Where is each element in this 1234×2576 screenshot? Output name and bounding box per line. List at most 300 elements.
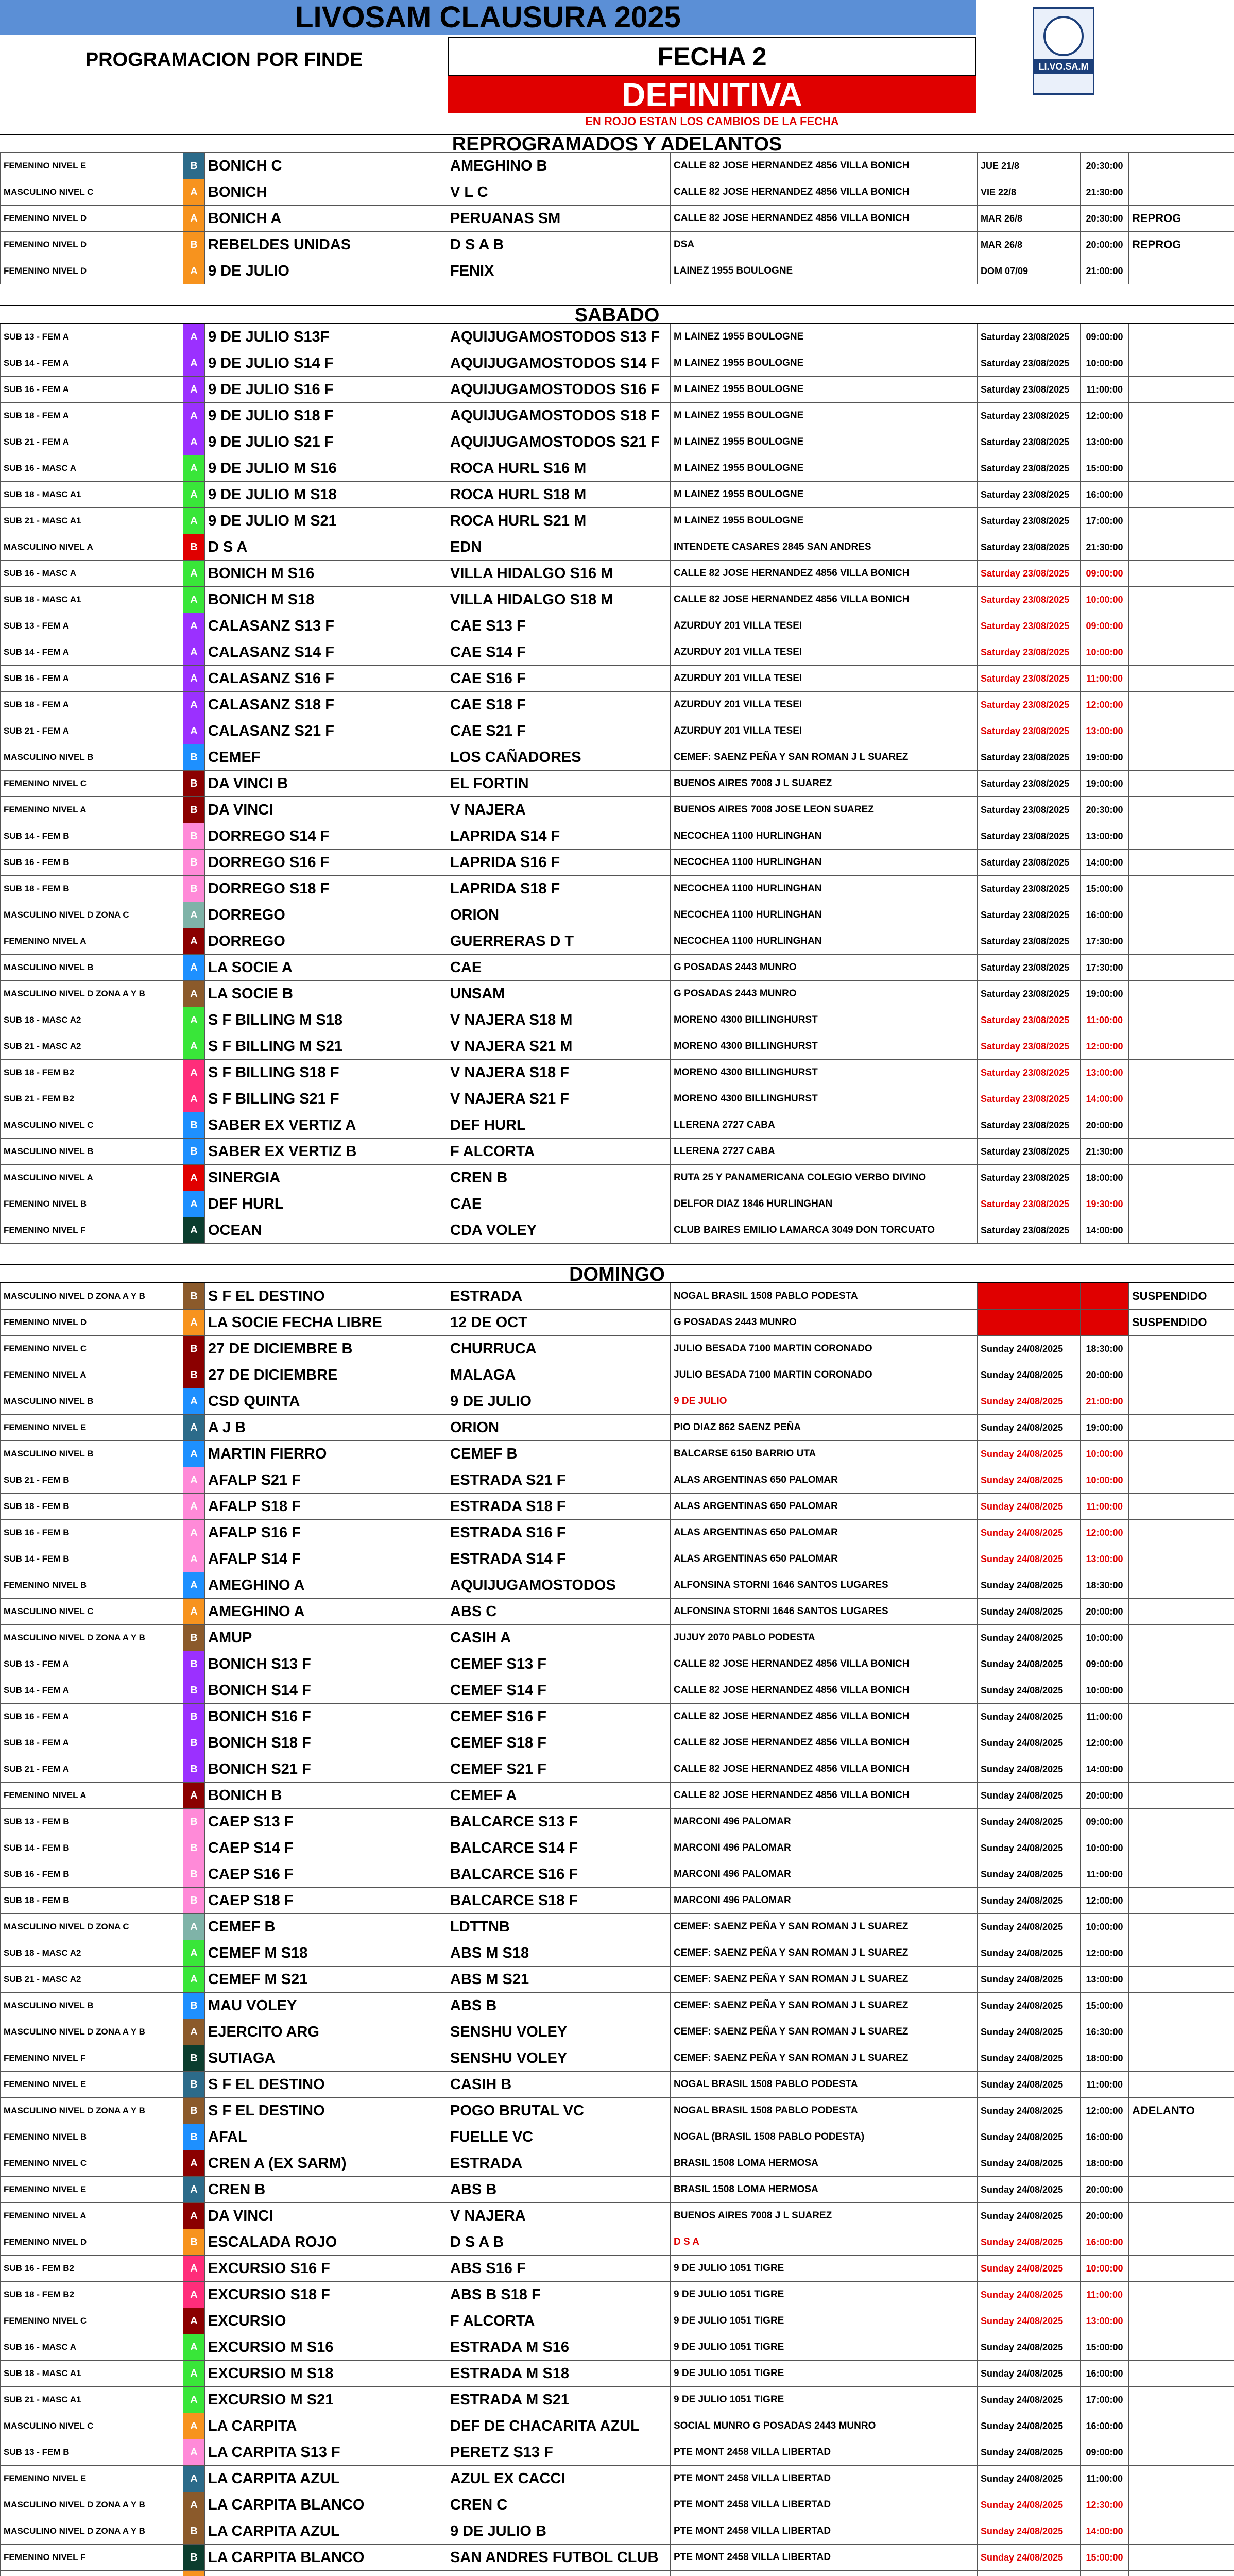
venue-cell: [671, 2571, 978, 2576]
level-badge: B: [183, 1730, 205, 1756]
level-badge: A: [183, 1967, 205, 1993]
away-team-cell: VILLA HIDALGO S16 M: [447, 561, 671, 587]
venue-cell: MORENO 4300 BILLINGHURST: [671, 1086, 978, 1112]
date-cell: Saturday 23/08/2025: [978, 403, 1081, 429]
time-cell: 18:30:00: [1081, 1336, 1129, 1362]
level-badge: A: [183, 1165, 205, 1191]
home-team-cell: S F BILLING M S21: [205, 1033, 447, 1060]
category-cell: SUB 18 - MASC A2: [1, 1940, 183, 1967]
date-cell: Sunday 24/08/2025: [978, 1940, 1081, 1967]
level-badge: A: [183, 1086, 205, 1112]
observation-cell: [1129, 1704, 1234, 1730]
level-badge: A: [183, 2413, 205, 2439]
level-badge: A: [183, 206, 205, 232]
venue-cell: D S A: [671, 2229, 978, 2256]
table-row: [1, 2177, 1234, 2203]
venue-cell: LLERENA 2727 CABA: [671, 1112, 978, 1139]
category-cell: SUB 21 - MASC A1: [1, 508, 183, 534]
date-cell: Sunday 24/08/2025: [978, 2466, 1081, 2492]
away-team-cell: CAE S18 F: [447, 692, 671, 718]
table-row: [1, 1165, 1234, 1191]
observation-cell: [1129, 639, 1234, 666]
table-row: [1, 2413, 1234, 2439]
level-badge: A: [183, 2282, 205, 2308]
time-cell: 21:30:00: [1081, 1139, 1129, 1165]
away-team-cell: ESTRADA S16 F: [447, 1520, 671, 1546]
home-team-cell: S F BILLING S18 F: [205, 1060, 447, 1086]
home-team-cell: DEF HURL: [205, 1191, 447, 1217]
table-row: [1, 2150, 1234, 2177]
observation-cell: [1129, 2545, 1234, 2571]
away-team-cell: EL FORTIN: [447, 771, 671, 797]
date-cell: Sunday 24/08/2025: [978, 2439, 1081, 2466]
table-row: [1, 2492, 1234, 2518]
away-team-cell: ABS B S18 F: [447, 2282, 671, 2308]
date-cell: Saturday 23/08/2025: [978, 771, 1081, 797]
date-cell: Sunday 24/08/2025: [978, 1388, 1081, 1415]
level-badge: A: [183, 1914, 205, 1940]
category-cell: FEMENINO NIVEL D: [1, 206, 183, 232]
away-team-cell: ORION: [447, 1415, 671, 1441]
category-cell: FEMENINO NIVEL E: [1, 1415, 183, 1441]
table-row: [1, 1599, 1234, 1625]
table-row: [1, 2466, 1234, 2492]
away-team-cell: CAE S14 F: [447, 639, 671, 666]
venue-cell: BRASIL 1508 LOMA HERMOSA: [671, 2150, 978, 2177]
time-cell: 10:00:00: [1081, 2256, 1129, 2282]
category-cell: MASCULINO NIVEL B: [1, 1441, 183, 1467]
home-team-cell: CAEP S18 F: [205, 1888, 447, 1914]
home-team-cell: CAEP S13 F: [205, 1809, 447, 1835]
home-team-cell: S F EL DESTINO: [205, 2072, 447, 2098]
date-cell: [978, 1310, 1081, 1336]
category-cell: SUB 16 - FEM B: [1, 1861, 183, 1888]
section-title: SABADO: [0, 305, 1234, 324]
venue-cell: LLERENA 2727 CABA: [671, 1139, 978, 1165]
venue-cell: MARCONI 496 PALOMAR: [671, 1809, 978, 1835]
observation-cell: [1129, 1677, 1234, 1704]
date-cell: Sunday 24/08/2025: [978, 2282, 1081, 2308]
date-cell: Sunday 24/08/2025: [978, 1336, 1081, 1362]
observation-cell: [1129, 1415, 1234, 1441]
away-team-cell: FENIX: [447, 258, 671, 284]
category-cell: FEMENINO NIVEL D: [1, 2229, 183, 2256]
home-team-cell: AFALP S21 F: [205, 1467, 447, 1494]
venue-cell: CEMEF: SAENZ PEÑA Y SAN ROMAN J L SUAREZ: [671, 1914, 978, 1940]
level-badge: A: [183, 377, 205, 403]
level-badge: A: [183, 613, 205, 639]
category-cell: SUB 14 - FEM A: [1, 350, 183, 377]
date-cell: Saturday 23/08/2025: [978, 823, 1081, 850]
category-cell: MASCULINO NIVEL D ZONA C: [1, 902, 183, 928]
table-row: [1, 2518, 1234, 2545]
home-team-cell: LA CARPITA AZUL: [205, 2466, 447, 2492]
away-team-cell: PERETZ S13 F: [447, 2439, 671, 2466]
table-row: [1, 1651, 1234, 1677]
level-badge: A: [183, 639, 205, 666]
observation-cell: [1129, 561, 1234, 587]
date-cell: Saturday 23/08/2025: [978, 1165, 1081, 1191]
date-cell: Saturday 23/08/2025: [978, 1060, 1081, 1086]
time-cell: 15:00:00: [1081, 1993, 1129, 2019]
date-cell: Sunday 24/08/2025: [978, 1809, 1081, 1835]
home-team-cell: CAEP S14 F: [205, 1835, 447, 1861]
home-team-cell: CREN B: [205, 2177, 447, 2203]
home-team-cell: BONICH S14 F: [205, 1677, 447, 1704]
away-team-cell: CDA VOLEY: [447, 1217, 671, 1244]
date-cell: Saturday 23/08/2025: [978, 744, 1081, 771]
time-cell: 15:00:00: [1081, 2545, 1129, 2571]
time-cell: 13:00:00: [1081, 1967, 1129, 1993]
time-cell: 12:00:00: [1081, 1940, 1129, 1967]
table-row: [1, 153, 1234, 179]
level-badge: B: [183, 823, 205, 850]
table-row: [1, 1217, 1234, 1244]
home-team-cell: OCEAN: [205, 1217, 447, 1244]
home-team-cell: S F BILLING S21 F: [205, 1086, 447, 1112]
time-cell: 12:00:00: [1081, 2098, 1129, 2124]
time-cell: 10:00:00: [1081, 1625, 1129, 1651]
date-cell: Sunday 24/08/2025: [978, 2098, 1081, 2124]
level-badge: B: [183, 1625, 205, 1651]
date-cell: JUE 21/8: [978, 153, 1081, 179]
category-cell: FEMENINO NIVEL E: [1, 2177, 183, 2203]
home-team-cell: 9 DE JULIO S21 F: [205, 429, 447, 455]
away-team-cell: LAPRIDA S18 F: [447, 876, 671, 902]
home-team-cell: SINERGIA: [205, 1165, 447, 1191]
venue-cell: PIO DIAZ 862 SAENZ PEÑA: [671, 1415, 978, 1441]
away-team-cell: AQUIJUGAMOSTODOS S13 F: [447, 324, 671, 350]
time-cell: 20:00:00: [1081, 1783, 1129, 1809]
category-cell: FEMENINO NIVEL A: [1, 1783, 183, 1809]
table-row: [1, 508, 1234, 534]
date-cell: Saturday 23/08/2025: [978, 1007, 1081, 1033]
venue-cell: MARCONI 496 PALOMAR: [671, 1888, 978, 1914]
away-team-cell: V L C: [447, 179, 671, 206]
date-cell: Saturday 23/08/2025: [978, 666, 1081, 692]
observation-cell: [1129, 1441, 1234, 1467]
table-row: [1, 1677, 1234, 1704]
time-cell: 20:00:00: [1081, 2177, 1129, 2203]
home-team-cell: LA SOCIE A: [205, 955, 447, 981]
venue-cell: PTE MONT 2458 VILLA LIBERTAD: [671, 2518, 978, 2545]
venue-cell: CEMEF: SAENZ PEÑA Y SAN ROMAN J L SUAREZ: [671, 744, 978, 771]
level-badge: A: [183, 1060, 205, 1086]
table-row: [1, 1861, 1234, 1888]
home-team-cell: LA CARPITA: [205, 2413, 447, 2439]
level-badge: B: [183, 1283, 205, 1310]
venue-cell: 9 DE JULIO 1051 TIGRE: [671, 2334, 978, 2361]
observation-cell: [1129, 587, 1234, 613]
date-cell: Sunday 24/08/2025: [978, 1651, 1081, 1677]
category-cell: FEMENINO NIVEL A: [1, 1362, 183, 1388]
away-team-cell: PERUANAS SM: [447, 206, 671, 232]
table-row: [1, 1283, 1234, 1310]
table-row: [1, 1809, 1234, 1835]
table-row: [1, 2045, 1234, 2072]
home-team-cell: EXCURSIO: [205, 2308, 447, 2334]
time-cell: 10:00:00: [1081, 1677, 1129, 1704]
category-cell: SUB 21 - MASC A2: [1, 1033, 183, 1060]
venue-cell: SOCIAL MUNRO G POSADAS 2443 MUNRO: [671, 2413, 978, 2439]
venue-cell: CALLE 82 JOSE HERNANDEZ 4856 VILLA BONICH: [671, 1704, 978, 1730]
table-row: [1, 771, 1234, 797]
observation-cell: [1129, 1625, 1234, 1651]
date-cell: Saturday 23/08/2025: [978, 955, 1081, 981]
time-cell: 20:00:00: [1081, 232, 1129, 258]
venue-cell: CALLE 82 JOSE HERNANDEZ 4856 VILLA BONICH: [671, 1730, 978, 1756]
time-cell: 18:00:00: [1081, 2045, 1129, 2072]
time-cell: 16:00:00: [1081, 2229, 1129, 2256]
venue-cell: MARCONI 496 PALOMAR: [671, 1835, 978, 1861]
table-row: [1, 2308, 1234, 2334]
level-badge: A: [183, 561, 205, 587]
away-team-cell: FUELLE VC: [447, 2124, 671, 2150]
schedule-table: [0, 152, 1234, 284]
time-cell: 10:00:00: [1081, 1467, 1129, 1494]
category-cell: MASCULINO NIVEL D ZONA A Y B: [1, 2098, 183, 2124]
away-team-cell: CAE S13 F: [447, 613, 671, 639]
time-cell: 13:00:00: [1081, 2308, 1129, 2334]
observation-cell: [1129, 1494, 1234, 1520]
level-badge: A: [183, 179, 205, 206]
table-row: [1, 1310, 1234, 1336]
venue-cell: M LAINEZ 1955 BOULOGNE: [671, 482, 978, 508]
venue-cell: G POSADAS 2443 MUNRO: [671, 1310, 978, 1336]
table-row: [1, 876, 1234, 902]
home-team-cell: CAEP S16 F: [205, 1861, 447, 1888]
date-cell: Sunday 24/08/2025: [978, 1599, 1081, 1625]
time-cell: 20:30:00: [1081, 206, 1129, 232]
time-cell: 16:00:00: [1081, 482, 1129, 508]
away-team-cell: MALAGA: [447, 1362, 671, 1388]
venue-cell: CLUB BAIRES EMILIO LAMARCA 3049 DON TORCUATO: [671, 1217, 978, 1244]
home-team-cell: DORREGO S14 F: [205, 823, 447, 850]
venue-cell: M LAINEZ 1955 BOULOGNE: [671, 350, 978, 377]
table-row: [1, 718, 1234, 744]
table-row: [1, 2256, 1234, 2282]
time-cell: 14:00:00: [1081, 1217, 1129, 1244]
table-row: [1, 1033, 1234, 1060]
observation-cell: [1129, 2308, 1234, 2334]
date-cell: Sunday 24/08/2025: [978, 2518, 1081, 2545]
section-title: DOMINGO: [0, 1264, 1234, 1283]
venue-cell: JULIO BESADA 7100 MARTIN CORONADO: [671, 1362, 978, 1388]
time-cell: 11:00:00: [1081, 2466, 1129, 2492]
observation-cell: [1129, 482, 1234, 508]
level-badge: A: [183, 2308, 205, 2334]
table-row: [1, 561, 1234, 587]
level-badge: A: [183, 2177, 205, 2203]
table-row: [1, 2334, 1234, 2361]
away-team-cell: AQUIJUGAMOSTODOS: [447, 1572, 671, 1599]
level-badge: B: [183, 534, 205, 561]
venue-cell: NECOCHEA 1100 HURLINGHAN: [671, 928, 978, 955]
level-badge: B: [183, 876, 205, 902]
table-row: [1, 1060, 1234, 1086]
category-cell: MASCULINO NIVEL D ZONA A Y B: [1, 2518, 183, 2545]
venue-cell: NECOCHEA 1100 HURLINGHAN: [671, 876, 978, 902]
observation-cell: [1129, 613, 1234, 639]
table-row: [1, 1914, 1234, 1940]
table-row: [1, 2072, 1234, 2098]
level-badge: A: [183, 2492, 205, 2518]
away-team-cell: BALCARCE S16 F: [447, 1861, 671, 1888]
category-cell: SUB 18 - FEM A: [1, 692, 183, 718]
time-cell: 12:30:00: [1081, 2492, 1129, 2518]
table-row: [1, 232, 1234, 258]
time-cell: 12:00:00: [1081, 1888, 1129, 1914]
date-cell: Sunday 24/08/2025: [978, 2387, 1081, 2413]
category-cell: FEMENINO NIVEL C: [1, 771, 183, 797]
home-team-cell: LA SOCIE FECHA LIBRE: [205, 1310, 447, 1336]
category-cell: FEMENINO NIVEL C: [1, 1336, 183, 1362]
level-badge: B: [183, 1362, 205, 1388]
observation-cell: [1129, 1783, 1234, 1809]
level-badge: A: [183, 429, 205, 455]
table-row: [1, 613, 1234, 639]
observation-cell: SUSPENDIDO: [1129, 1310, 1234, 1336]
observation-cell: [1129, 2387, 1234, 2413]
venue-cell: 9 DE JULIO 1051 TIGRE: [671, 2387, 978, 2413]
observation-cell: [1129, 1756, 1234, 1783]
table-row: [1, 666, 1234, 692]
category-cell: MASCULINO NIVEL A: [1, 1165, 183, 1191]
away-team-cell: ABS S16 F: [447, 2256, 671, 2282]
time-cell: 19:00:00: [1081, 744, 1129, 771]
time-cell: 14:00:00: [1081, 2518, 1129, 2545]
observation-cell: [1129, 744, 1234, 771]
away-team-cell: ESTRADA S18 F: [447, 1494, 671, 1520]
observation-cell: [1129, 258, 1234, 284]
venue-cell: BALCARSE 6150 BARRIO UTA: [671, 1441, 978, 1467]
category-cell: SUB 18 - MASC A2: [1, 1007, 183, 1033]
venue-cell: LAINEZ 1955 BOULOGNE: [671, 258, 978, 284]
home-team-cell: S F EL DESTINO: [205, 1283, 447, 1310]
table-row: [1, 2361, 1234, 2387]
venue-cell: PTE MONT 2458 VILLA LIBERTAD: [671, 2492, 978, 2518]
home-team-cell: DA VINCI B: [205, 771, 447, 797]
table-row: [1, 1940, 1234, 1967]
venue-cell: DSA: [671, 232, 978, 258]
level-badge: B: [183, 850, 205, 876]
venue-cell: 9 DE JULIO: [671, 1388, 978, 1415]
category-cell: [1, 2571, 183, 2576]
date-cell: Sunday 24/08/2025: [978, 1572, 1081, 1599]
category-cell: SUB 16 - FEM A: [1, 377, 183, 403]
table-row: [1, 429, 1234, 455]
category-cell: SUB 16 - FEM A: [1, 1704, 183, 1730]
level-badge: A: [183, 1599, 205, 1625]
home-team-cell: SUTIAGA: [205, 2045, 447, 2072]
home-team-cell: CEMEF M S21: [205, 1967, 447, 1993]
time-cell: 17:00:00: [1081, 2387, 1129, 2413]
observation-cell: [1129, 1730, 1234, 1756]
observation-cell: [1129, 2045, 1234, 2072]
level-badge: A: [183, 1388, 205, 1415]
away-team-cell: ESTRADA M S18: [447, 2361, 671, 2387]
category-cell: FEMENINO NIVEL B: [1, 1572, 183, 1599]
logo-text: LI.VO.SA.M: [1034, 59, 1093, 74]
category-cell: FEMENINO NIVEL F: [1, 2045, 183, 2072]
venue-cell: 9 DE JULIO 1051 TIGRE: [671, 2308, 978, 2334]
table-row: [1, 1993, 1234, 2019]
home-team-cell: BONICH S21 F: [205, 1756, 447, 1783]
home-team-cell: EJERCITO ARG: [205, 2019, 447, 2045]
away-team-cell: ESTRADA M S21: [447, 2387, 671, 2413]
level-badge: B: [183, 771, 205, 797]
home-team-cell: CALASANZ S13 F: [205, 613, 447, 639]
category-cell: MASCULINO NIVEL D ZONA C: [1, 1914, 183, 1940]
venue-cell: ALAS ARGENTINAS 650 PALOMAR: [671, 1494, 978, 1520]
category-cell: SUB 16 - MASC A: [1, 2334, 183, 2361]
time-cell: 16:00:00: [1081, 2413, 1129, 2439]
level-badge: A: [183, 928, 205, 955]
category-cell: MASCULINO NIVEL D ZONA A Y B: [1, 1283, 183, 1310]
level-badge: B: [183, 1861, 205, 1888]
observation-cell: [1129, 902, 1234, 928]
home-team-cell: A J B: [205, 1415, 447, 1441]
date-cell: [978, 1283, 1081, 1310]
table-row: [1, 928, 1234, 955]
observation-cell: [1129, 2203, 1234, 2229]
home-team-cell: SABER EX VERTIZ B: [205, 1139, 447, 1165]
level-badge: B: [183, 1651, 205, 1677]
schedule-table: [0, 324, 1234, 1244]
category-cell: SUB 14 - FEM B: [1, 823, 183, 850]
category-cell: MASCULINO NIVEL D ZONA A Y B: [1, 2492, 183, 2518]
venue-cell: AZURDUY 201 VILLA TESEI: [671, 718, 978, 744]
venue-cell: PTE MONT 2458 VILLA LIBERTAD: [671, 2545, 978, 2571]
home-team-cell: MAU VOLEY: [205, 1993, 447, 2019]
home-team-cell: EXCURSIO M S16: [205, 2334, 447, 2361]
home-team-cell: LA CARPITA S13 F: [205, 2439, 447, 2466]
category-cell: MASCULINO NIVEL C: [1, 1599, 183, 1625]
home-team-cell: BONICH C: [205, 153, 447, 179]
table-row: [1, 482, 1234, 508]
home-team-cell: 9 DE JULIO M S18: [205, 482, 447, 508]
home-team-cell: 27 DE DICIEMBRE: [205, 1362, 447, 1388]
table-row: [1, 1572, 1234, 1599]
level-badge: B: [183, 1809, 205, 1835]
away-team-cell: UNSAM: [447, 981, 671, 1007]
observation-cell: [1129, 2571, 1234, 2576]
date-cell: Sunday 24/08/2025: [978, 1362, 1081, 1388]
away-team-cell: D S A B: [447, 2229, 671, 2256]
home-team-cell: DORREGO S16 F: [205, 850, 447, 876]
category-cell: SUB 21 - FEM B2: [1, 1086, 183, 1112]
table-row: [1, 823, 1234, 850]
table-row: [1, 179, 1234, 206]
category-cell: SUB 21 - FEM A: [1, 429, 183, 455]
observation-cell: [1129, 2177, 1234, 2203]
category-cell: SUB 13 - FEM A: [1, 1651, 183, 1677]
venue-cell: ALFONSINA STORNI 1646 SANTOS LUGARES: [671, 1572, 978, 1599]
observation-cell: [1129, 2439, 1234, 2466]
table-row: [1, 1467, 1234, 1494]
category-cell: MASCULINO NIVEL D ZONA A Y B: [1, 1625, 183, 1651]
observation-cell: REPROG: [1129, 206, 1234, 232]
venue-cell: M LAINEZ 1955 BOULOGNE: [671, 455, 978, 482]
table-row: [1, 2282, 1234, 2308]
category-cell: FEMENINO NIVEL F: [1, 2545, 183, 2571]
venue-cell: DELFOR DIAZ 1846 HURLINGHAN: [671, 1191, 978, 1217]
date-cell: Sunday 24/08/2025: [978, 1467, 1081, 1494]
level-badge: A: [183, 2203, 205, 2229]
home-team-cell: BONICH S13 F: [205, 1651, 447, 1677]
time-cell: 19:00:00: [1081, 1415, 1129, 1441]
category-cell: FEMENINO NIVEL F: [1, 1217, 183, 1244]
